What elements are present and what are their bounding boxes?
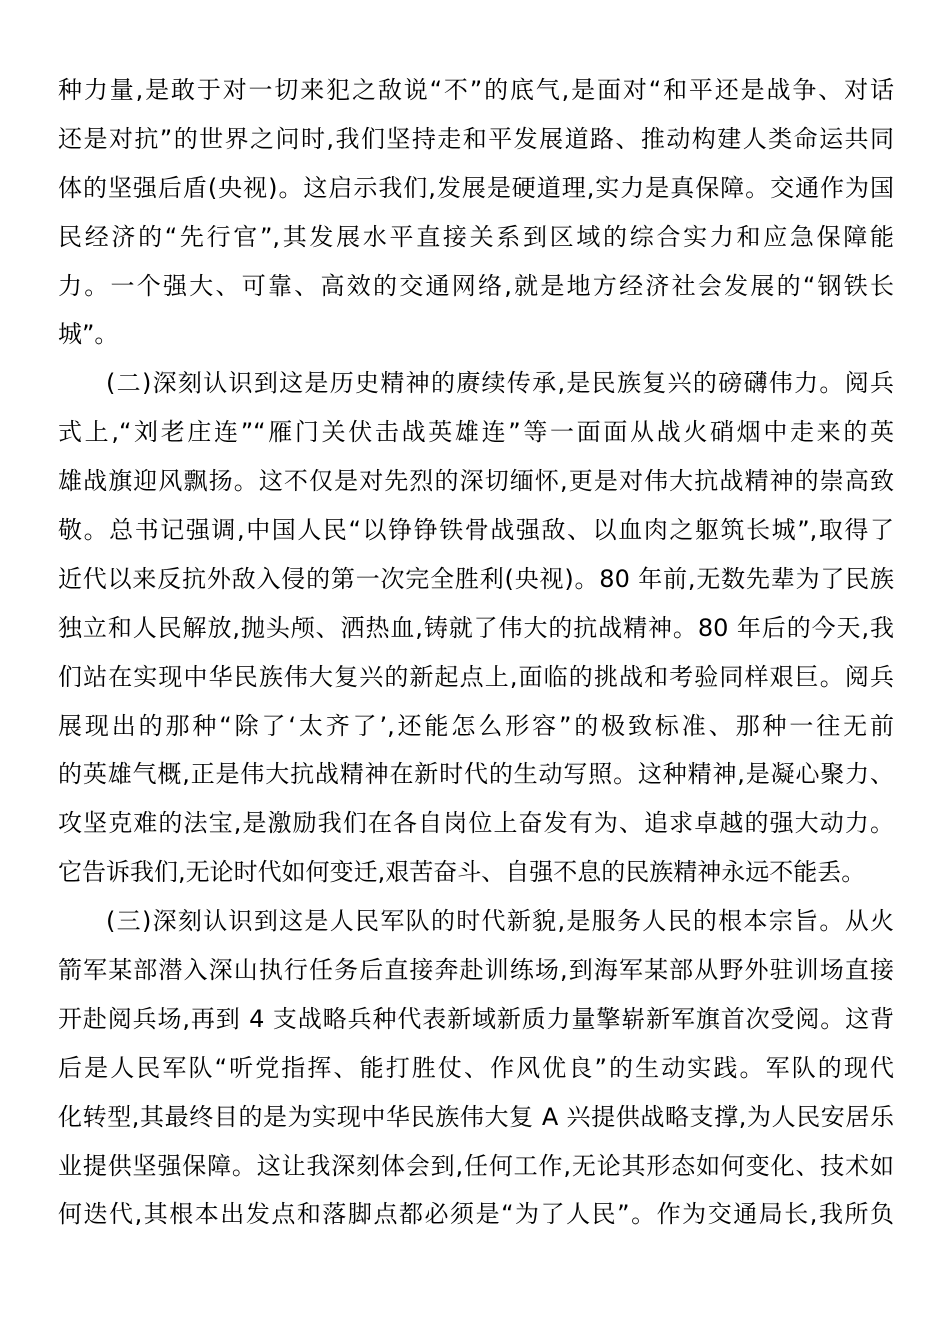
text-line: 开赴阅兵场,再到 4 支战略兵种代表新域新质力量擎崭新军旗首次受阅。这背 (58, 1004, 894, 1033)
text-line: 还是对抗”的世界之问时,我们坚持走和平发展道路、推动构建人类命运共同 (58, 124, 894, 153)
text-line: 体的坚强后盾(央视)。这启示我们,发展是硬道理,实力是真保障。交通作为国 (58, 173, 894, 202)
document-body (58, 66, 894, 1239)
text-line: 力。一个强大、可靠、高效的交通网络,就是地方经济社会发展的“钢铁长 (58, 271, 894, 300)
text-line: 它告诉我们,无论时代如何变迁,艰苦奋斗、自强不息的民族精神永远不能丢。 (58, 858, 866, 887)
text-line: 雄战旗迎风飘扬。这不仅是对先烈的深切缅怀,更是对伟大抗战精神的崇高致 (58, 467, 894, 496)
text-line: 们站在实现中华民族伟大复兴的新起点上,面临的挑战和考验同样艰巨。阅兵 (58, 662, 894, 691)
paragraph-start-line: (三)深刻认识到这是人民军队的时代新貌,是服务人民的根本宗旨。从火 (106, 907, 894, 936)
paragraph-start-line: (二)深刻认识到这是历史精神的赓续传承,是民族复兴的磅礴伟力。阅兵 (106, 369, 894, 398)
text-line: 箭军某部潜入深山执行任务后直接奔赴训练场,到海军某部从野外驻训场直接 (58, 956, 894, 985)
text-line: 独立和人民解放,抛头颅、洒热血,铸就了伟大的抗战精神。80 年后的今天,我 (58, 613, 894, 642)
text-line: 种力量,是敢于对一切来犯之敌说“不”的底气,是面对“和平还是战争、对话 (58, 76, 894, 104)
text-line: 近代以来反抗外敌入侵的第一次完全胜利(央视)。80 年前,无数先辈为了民族 (58, 564, 894, 593)
text-line: 化转型,其最终目的是为实现中华民族伟大复 A 兴提供战略支撑,为人民安居乐 (58, 1102, 894, 1131)
text-line: 何迭代,其根本出发点和落脚点都必须是“为了人民”。作为交通局长,我所负 (58, 1200, 894, 1229)
text-line: 展现出的那种“除了‘太齐了’,还能怎么形容”的极致标准、那种一往无前 (58, 711, 894, 740)
text-line: 的英雄气概,正是伟大抗战精神在新时代的生动写照。这种精神,是凝心聚力、 (58, 760, 894, 789)
text-line: 城”。 (58, 320, 119, 349)
text-line: 民经济的“先行官”,其发展水平直接关系到区域的综合实力和应急保障能 (58, 222, 894, 251)
text-line: 敬。总书记强调,中国人民“以铮铮铁骨战强敌、以血肉之躯筑长城”,取得了 (58, 516, 894, 545)
text-line: 后是人民军队“听党指挥、能打胜仗、作风优良”的生动实践。军队的现代 (58, 1053, 894, 1082)
text-line: 业提供坚强保障。这让我深刻体会到,任何工作,无论其形态如何变化、技术如 (58, 1151, 894, 1180)
text-line: 攻坚克难的法宝,是激励我们在各自岗位上奋发有为、追求卓越的强大动力。 (58, 809, 894, 838)
text-line: 式上,“刘老庄连”“雁门关伏击战英雄连”等一面面从战火硝烟中走来的英 (58, 418, 894, 447)
